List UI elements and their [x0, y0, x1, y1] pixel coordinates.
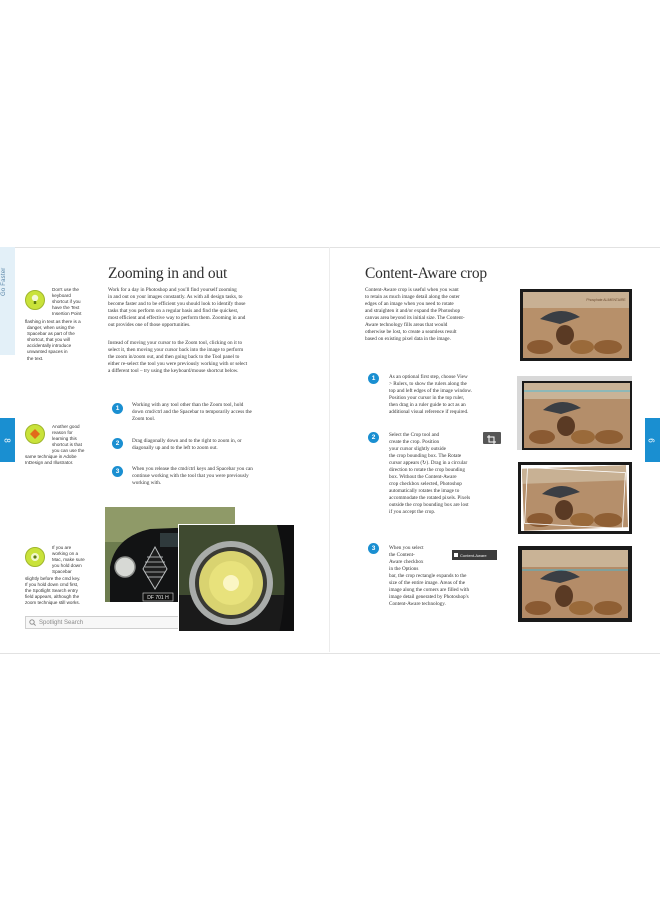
tip-mac-icon [25, 547, 45, 567]
market-photo-crop-rotate [518, 462, 632, 534]
spotlight-placeholder: Spotlight Search [39, 619, 84, 626]
left-step-3-number: 3 [112, 466, 123, 477]
left-step-2-number: 2 [112, 438, 123, 449]
right-page-title: Content-Aware crop [365, 265, 487, 282]
spotlight-search-field[interactable] [25, 616, 194, 629]
market-photo-rulers [517, 376, 632, 450]
page-number-right-tab [645, 418, 660, 462]
tip-shortcut-icon [25, 424, 45, 444]
car-headlight-photo [178, 524, 295, 632]
right-intro: Content-Aware crop is useful when you want to retain as much image detail along the outer edges of an image when you need to rotate and straighten it and/or expand the Photoshop canvas area beyond its initial size. The Content- Aware technology fills areas that would otherwise be lost, to create a seamless result based on existing pixel data in the image. [365, 287, 465, 342]
left-para-2: Instead of moving your cursor to the Zoom tool, clicking on it to select it, then moving your cursor back into the image to perform the zoom in/zoom out, and then going back to the Tool panel to either re-select the tool you were previously working with or select a different tool – try using the keyboard/mouse shortcut below. [108, 340, 248, 374]
search-icon [29, 619, 36, 626]
sign-text-1: Phosphate ALIMENTAIRE [586, 298, 626, 302]
right-step-2-number: 2 [368, 432, 379, 443]
left-step-1: Working with any tool other than the Zoom tool, hold down cmd/ctrl and the Spacebar to temporarily access the Zoom tool. [132, 402, 252, 422]
gutter-divider [329, 247, 330, 652]
tip-2-continued: same technique in Adobe InDesign and Illustrator. [25, 454, 77, 466]
crop-tool-icon [483, 432, 501, 444]
tip-3-continued: slightly before the cmd key. If you hold down cmd first, the Spotlight Search entry field appears, although the zoom technique still works. [25, 576, 81, 606]
tip-1: Don't use the keyboard shortcut if you have the Text Insertion Point [52, 287, 82, 317]
running-head-tab [0, 247, 15, 355]
tip-2: Another good reason for learning this shortcut is that you can use the [52, 424, 85, 454]
running-head: Go Faster [1, 267, 7, 296]
page-number-right: 9 [647, 437, 657, 443]
left-page-title: Zooming in and out [108, 265, 228, 282]
content-aware-label: Content-Aware [460, 552, 487, 558]
left-step-2: Drag diagonally down and to the right to zoom in, or diagonally up and to the left to zoom out. [132, 438, 242, 451]
right-step-3-number: 3 [368, 543, 379, 554]
page-number-left-tab [0, 418, 15, 462]
left-step-1-number: 1 [112, 403, 123, 414]
right-step-1-number: 1 [368, 373, 379, 384]
right-step-3: When you select the Content- Aware checkbox in the Options bar, the crop rectangle expands to the size of the entire image. Areas of the image along the corners are filled with image detail generated by Photoshop's Content-Aware technology. [389, 545, 470, 607]
left-step-3: When you release the cmd/ctrl keys and Spacebar you can continue working with the tool that you were previously working with. [132, 466, 253, 486]
tip-1-continued: flashing in text as there is a danger, when using the Spacebar as part of the shortcut, that you will accidentally introduce unwanted spaces in the text. [25, 319, 81, 361]
tip-ideas-icon [25, 290, 45, 310]
content-aware-checkbox[interactable] [452, 550, 497, 560]
right-step-2: Select the Crop tool and create the crop. Position your cursor slightly outside the crop bounding box. The Rotate cursor appears (↻). Drag in a circular direction to rotate the crop bounding box. Without the Content-Aware crop checkbox selected, Photoshop automatically rotates the image to accommodate the rotated pixels. Pixels outside the crop bounding box are lost if you accept the crop. [389, 432, 471, 515]
left-intro: Work for a day in Photoshop and you'll find yourself zooming in and out on your images constantly. As with all design tasks, to become faster and to be efficient you should look to identify those tasks that you perform on a regular basis and find the quickest, most efficient and effective way to perform them. Zooming in and out provides one of those opportunities. [108, 287, 246, 328]
license-plate: DF 701 H [147, 595, 169, 601]
checkbox-box [454, 553, 458, 557]
market-photo-original [520, 289, 632, 361]
market-photo-content-aware [518, 546, 632, 622]
tip-3: If you are working on a Mac, make sure you hold down Spacebar [52, 545, 85, 575]
right-step-1: As an optional first step, choose View > Rulers, to show the rulers along the top and left edges of the image window. Position your cursor in the top ruler, then drag in a ruler guide to act as an additional visual reference if required. [389, 374, 472, 415]
page-number-left: 8 [2, 437, 12, 443]
